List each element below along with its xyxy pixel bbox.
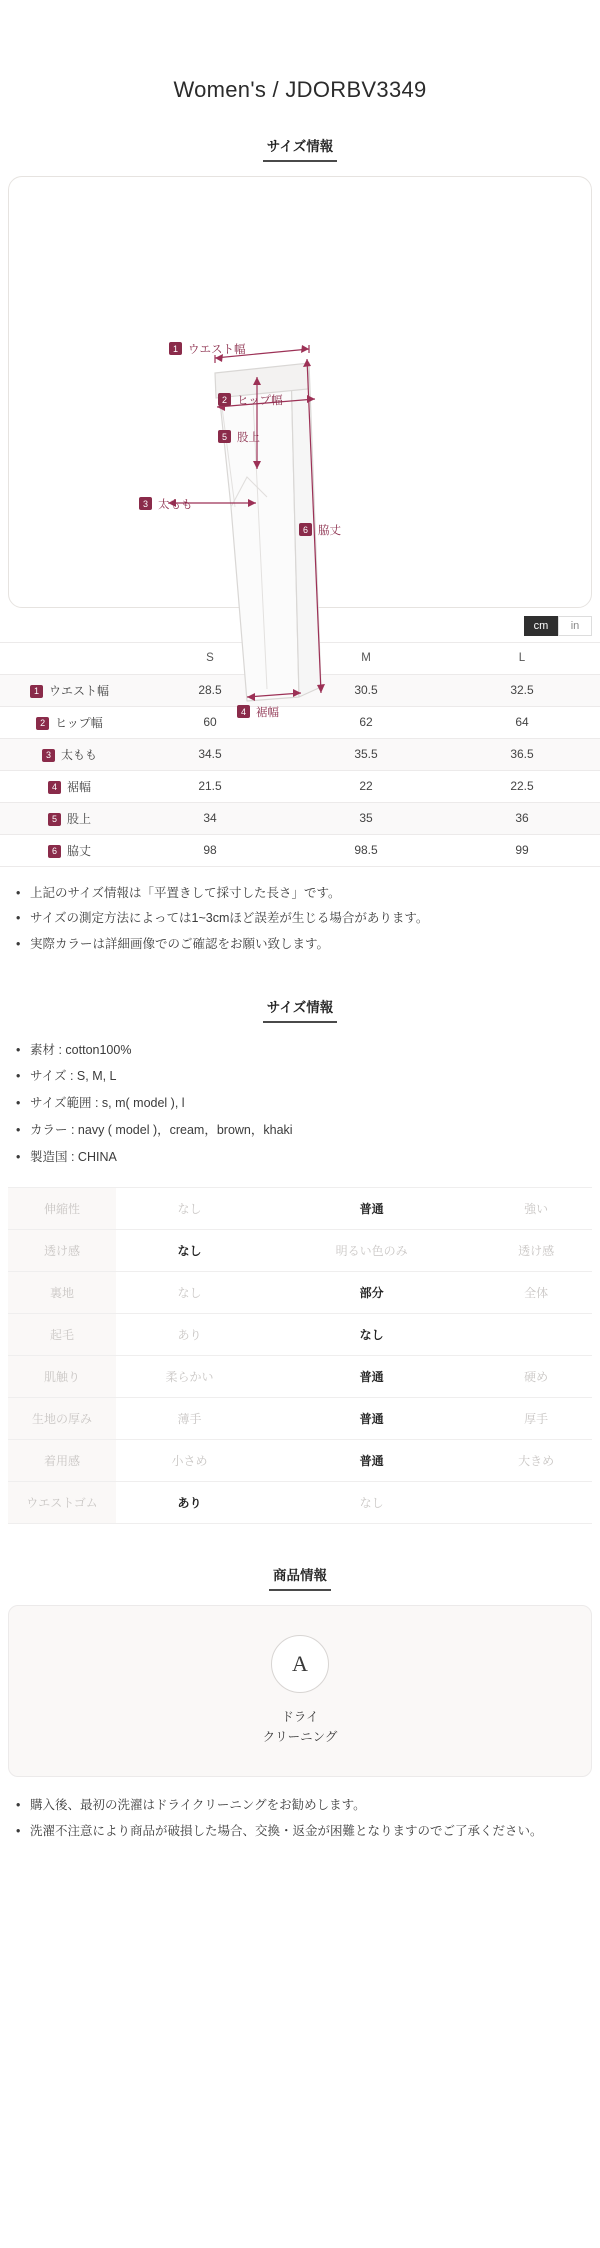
product-info-heading [0,1564,600,1591]
size-row-label [0,834,132,866]
table-row [8,1397,592,1439]
size-row-label [0,674,132,706]
attribute-option [480,1481,592,1523]
size-row-label [0,770,132,802]
svg-text:ウエスト幅: ウエスト幅 [188,343,246,356]
size-row-label [0,802,132,834]
attribute-name: 起毛 [8,1313,116,1355]
svg-text:4: 4 [240,706,247,717]
attribute-option: 透け感 [480,1229,592,1271]
size-cell: 32.5 [444,674,600,706]
row-label-text: 股上 [66,811,91,826]
list-item: • カラー : navy ( model )，cream，brown，khaki [30,1117,586,1144]
size-cell: 28.5 [132,674,288,706]
svg-text:裾幅: 裾幅 [256,706,279,719]
list-item: • 洗濯不注意により商品が破損した場合、交換・返金が困難となりますのでご了承ください。 [30,1819,586,1843]
product-size-page [0,15,600,2248]
attribute-option: なし [116,1271,263,1313]
row-label-text: ヒップ幅 [55,715,103,730]
diagram-label-hem [237,705,279,719]
size-table-col-blank [0,642,132,674]
row-label-text: 脇丈 [66,843,91,858]
attribute-option-selected: なし [116,1229,263,1271]
diagram-label-thigh [139,497,193,511]
care-notes-list [0,1793,600,1844]
table-row [8,1187,592,1229]
care-label [263,1707,338,1747]
list-item: • 製造国 : CHINA [30,1144,586,1171]
table-row [0,738,600,770]
spec-info-heading-text: サイズ情報 [263,996,337,1023]
attribute-option-selected: 普通 [263,1355,480,1397]
attribute-option-selected: 普通 [263,1187,480,1229]
attribute-name: 透け感 [8,1229,116,1271]
care-label-line2: クリーニング [262,1729,338,1744]
size-notes-list [0,881,600,958]
svg-text:脇丈: 脇丈 [318,524,341,537]
size-table-col-l: L [444,642,600,674]
size-cell: 64 [444,706,600,738]
unit-in-button[interactable]: in [558,616,592,636]
list-item: • サイズの測定方法によっては1~3cmほど誤差が生じる場合があります。 [30,906,586,932]
attribute-option: 大きめ [480,1439,592,1481]
size-row-label [0,738,132,770]
attribute-option-selected: 普通 [263,1439,480,1481]
spec-list [0,1037,600,1171]
attribute-option: あり [116,1313,263,1355]
attribute-option: 厚手 [480,1397,592,1439]
size-cell: 62 [288,706,444,738]
spec-info-heading [0,996,600,1023]
row-number-badge: 4 [48,781,61,794]
attribute-option: 全体 [480,1271,592,1313]
attribute-name: 肌触り [8,1355,116,1397]
size-cell: 34.5 [132,738,288,770]
dry-clean-symbol: A [292,1650,308,1676]
attribute-option-selected: あり [116,1481,263,1523]
attribute-name: 生地の厚み [8,1397,116,1439]
size-cell: 22 [288,770,444,802]
attribute-option-selected: 部分 [263,1271,480,1313]
row-number-badge: 5 [48,813,61,826]
table-row [8,1313,592,1355]
svg-text:太もも: 太もも [158,498,193,511]
row-number-badge: 3 [42,749,55,762]
attribute-name: 着用感 [8,1439,116,1481]
diagram-label-hip [218,393,283,407]
table-row [8,1271,592,1313]
product-info-heading-text: 商品情報 [269,1564,331,1591]
size-cell: 35.5 [288,738,444,770]
attribute-option: なし [263,1481,480,1523]
size-row-label [0,706,132,738]
attribute-option: なし [116,1187,263,1229]
diagram-label-waist [169,342,246,356]
size-cell: 98.5 [288,834,444,866]
list-item: • 実際カラーは詳細画像でのご確認をお願い致します。 [30,932,586,958]
attribute-option: 強い [480,1187,592,1229]
size-cell: 36.5 [444,738,600,770]
table-row [8,1481,592,1523]
row-label-text: 裾幅 [66,779,91,794]
size-cell: 60 [132,706,288,738]
size-cell: 30.5 [288,674,444,706]
svg-text:6: 6 [302,524,309,535]
dry-clean-icon [271,1635,329,1693]
attribute-option: 小さめ [116,1439,263,1481]
svg-text:2: 2 [221,394,228,405]
attribute-table [8,1187,592,1524]
attribute-option-selected: なし [263,1313,480,1355]
list-item: • 素材 : cotton100% [30,1037,586,1064]
list-item: • 購入後、最初の洗濯はドライクリーニングをお勧めします。 [30,1793,586,1817]
svg-text:3: 3 [142,498,149,509]
table-row [8,1355,592,1397]
size-cell: 36 [444,802,600,834]
size-info-heading-text: サイズ情報 [263,135,337,162]
svg-text:股上: 股上 [237,431,260,444]
size-cell: 99 [444,834,600,866]
diagram-label-outseam [299,523,341,537]
table-row [0,834,600,866]
attribute-option [480,1313,592,1355]
attribute-name: 裏地 [8,1271,116,1313]
care-label-line1: ドライ [281,1709,319,1724]
attribute-option: 硬め [480,1355,592,1397]
list-item: • サイズ : S, M, L [30,1063,586,1090]
row-label-text: ウエスト幅 [48,683,109,698]
table-row [0,706,600,738]
row-number-badge: 6 [48,845,61,858]
table-row [8,1229,592,1271]
list-item: • 上記のサイズ情報は「平置きして採寸した長さ」です。 [30,881,586,907]
size-cell: 34 [132,802,288,834]
page-title: Women's / JDORBV3349 [173,76,427,102]
diagram-label-rise [218,430,260,444]
size-cell: 35 [288,802,444,834]
svg-text:1: 1 [172,343,179,354]
row-label-text: 太もも [60,747,97,762]
row-number-badge: 2 [36,717,49,730]
attribute-option: 明るい色のみ [263,1229,480,1271]
attribute-option: 柔らかい [116,1355,263,1397]
size-cell: 98 [132,834,288,866]
attribute-option-selected: 普通 [263,1397,480,1439]
care-instruction-box [8,1605,592,1777]
size-cell: 21.5 [132,770,288,802]
table-row [8,1439,592,1481]
svg-text:5: 5 [221,431,228,442]
attribute-option: 薄手 [116,1397,263,1439]
svg-text:ヒップ幅: ヒップ幅 [237,394,283,407]
attribute-name: 伸縮性 [8,1187,116,1229]
list-item: • サイズ範囲 : s, m( model ), l [30,1090,586,1117]
attribute-name: ウエストゴム [8,1481,116,1523]
size-table-col-s: S [132,642,288,674]
table-row [0,770,600,802]
size-info-heading [0,135,600,162]
size-table-col-m: M [288,642,444,674]
size-cell: 22.5 [444,770,600,802]
table-row [0,802,600,834]
unit-cm-button[interactable]: cm [524,616,558,636]
row-number-badge: 1 [30,685,43,698]
